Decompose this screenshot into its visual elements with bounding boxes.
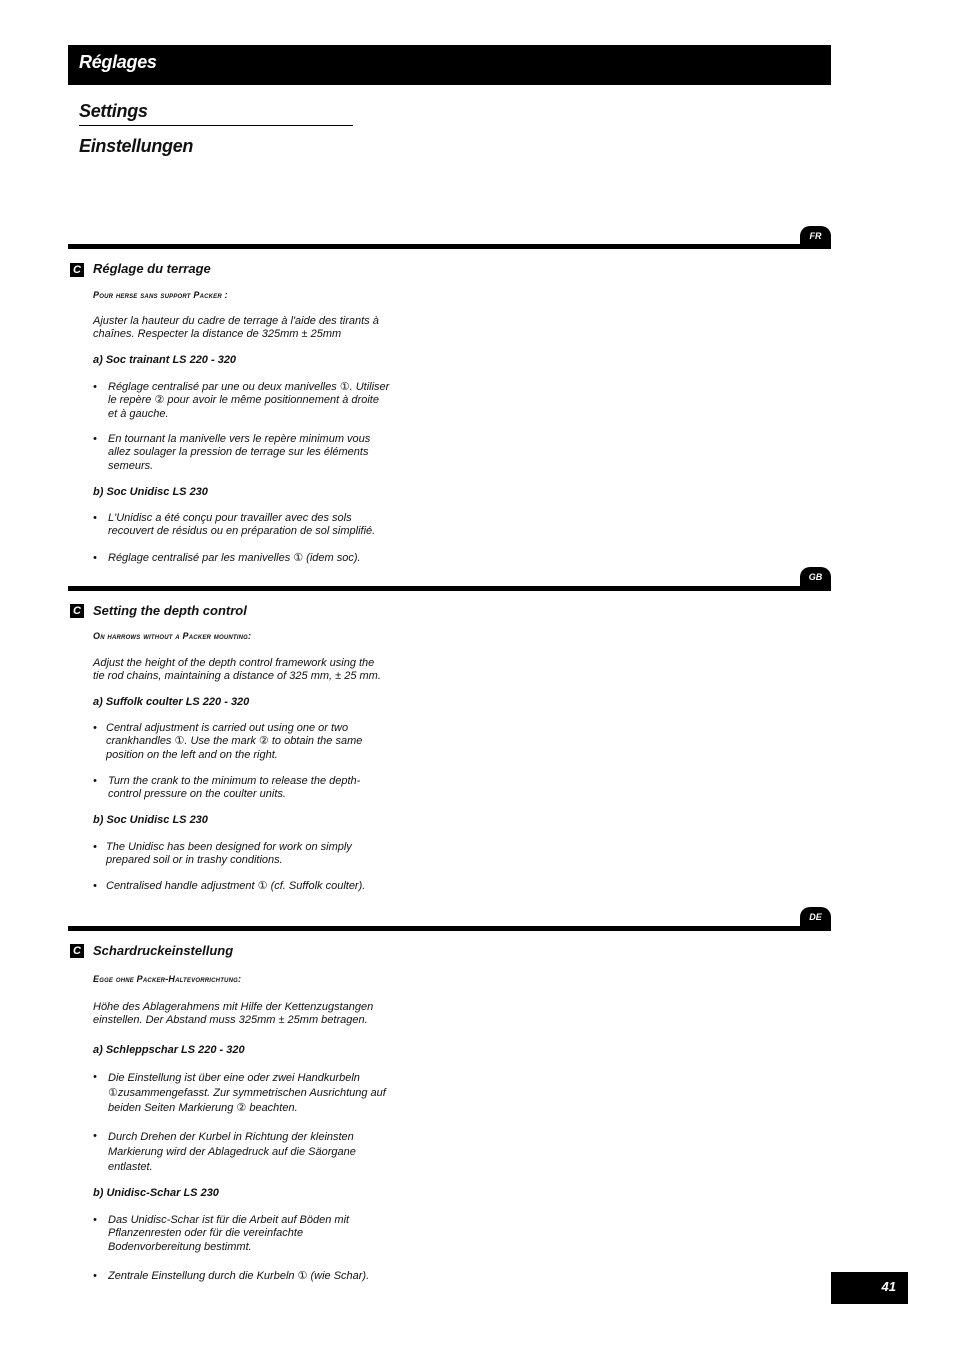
- subtitle-underline: [79, 125, 353, 126]
- section-title-de: Schardruckeinstellung: [93, 943, 234, 958]
- subtitle-german: Einstellungen: [79, 136, 194, 156]
- list-item: • Zentrale Einstellung durch die Kurbeln ① (wie Schar).: [93, 1270, 370, 1282]
- section-marker-fr: C: [70, 263, 84, 277]
- language-tab-fr: FR: [800, 226, 831, 247]
- section-title-gb: Setting the depth control: [93, 603, 247, 618]
- page-title: Réglages: [79, 52, 157, 72]
- intro-fr: Ajuster la hauteur du cadre de terrage à l'aide des tirants à chaînes. Respecter la distance de 325mm ± 25mm: [93, 315, 379, 341]
- condition-gb: On harrows without a Packer mounting:: [93, 631, 252, 641]
- language-tab-de: DE: [800, 907, 831, 928]
- intro-de: Höhe des Ablagerahmens mit Hilfe der Kettenzugstangen einstellen. Der Abstand muss 325mm ± 25mm betragen.: [93, 1001, 374, 1027]
- language-tab-gb: GB: [800, 567, 831, 588]
- section-marker-gb: C: [70, 604, 84, 618]
- condition-de: Egge ohne Packer-Haltevorrichtung:: [93, 974, 242, 984]
- heading-a-gb: a) Suffolk coulter LS 220 - 320: [93, 696, 250, 708]
- heading-b-fr: b) Soc Unidisc LS 230: [93, 486, 208, 498]
- list-item: • Réglage centralisé par une ou deux manivelles ①. Utiliser le repère ② pour avoir le même positionnement à droite et à gauche.: [93, 381, 390, 420]
- list-item: • En tournant la manivelle vers le repère minimum vous allez soulager la pression de terrage sur les éléments semeurs.: [93, 433, 371, 472]
- list-item: • Die Einstellung ist über eine oder zwei Handkurbeln ①zusammengefasst. Zur symmetrischen Ausrichtung auf beiden Seiten Markierung ② beachten.: [93, 1071, 386, 1114]
- list-item: • Central adjustment is carried out using one or two crankhandles ①. Use the mark ② to obtain the same position on the left and on the right.: [93, 722, 363, 761]
- list-item: • The Unidisc has been designed for work on simply prepared soil or in trashy conditions.: [93, 841, 352, 867]
- page-number: 41: [831, 1272, 908, 1304]
- list-item: • Das Unidisc-Schar ist für die Arbeit auf Böden mit Pflanzenresten oder für die vereinfachte Bodenvorbereitung bestimmt.: [93, 1214, 350, 1253]
- list-item: • Centralised handle adjustment ① (cf. Suffolk coulter).: [93, 880, 366, 892]
- section-rule-de: [68, 926, 831, 931]
- heading-b-de: b) Unidisc-Schar LS 230: [93, 1187, 219, 1199]
- section-marker-de: C: [70, 944, 84, 958]
- subtitle-english: Settings: [79, 101, 148, 121]
- heading-a-de: a) Schleppschar LS 220 - 320: [93, 1044, 245, 1056]
- heading-b-gb: b) Soc Unidisc LS 230: [93, 814, 208, 826]
- list-item: • Réglage centralisé par les manivelles ① (idem soc).: [93, 552, 361, 564]
- section-rule-gb: [68, 586, 831, 591]
- section-rule-fr: [68, 244, 831, 249]
- page-header-bar: [68, 45, 831, 85]
- condition-fr: Pour herse sans support Packer :: [93, 290, 228, 300]
- intro-gb: Adjust the height of the depth control framework using the tie rod chains, maintaining a distance of 325 mm, ± 25 mm.: [93, 657, 381, 683]
- list-item: • Durch Drehen der Kurbel in Richtung der kleinsten Markierung wird der Ablagedruck auf die Säorgane entlastet.: [93, 1130, 356, 1173]
- list-item: • Turn the crank to the minimum to release the depth- control pressure on the coulter units.: [93, 775, 361, 801]
- heading-a-fr: a) Soc trainant LS 220 - 320: [93, 354, 237, 366]
- list-item: • L'Unidisc a été conçu pour travailler avec des sols recouvert de résidus ou en préparation de sol simplifié.: [93, 512, 376, 538]
- section-title-fr: Réglage du terrage: [93, 261, 211, 276]
